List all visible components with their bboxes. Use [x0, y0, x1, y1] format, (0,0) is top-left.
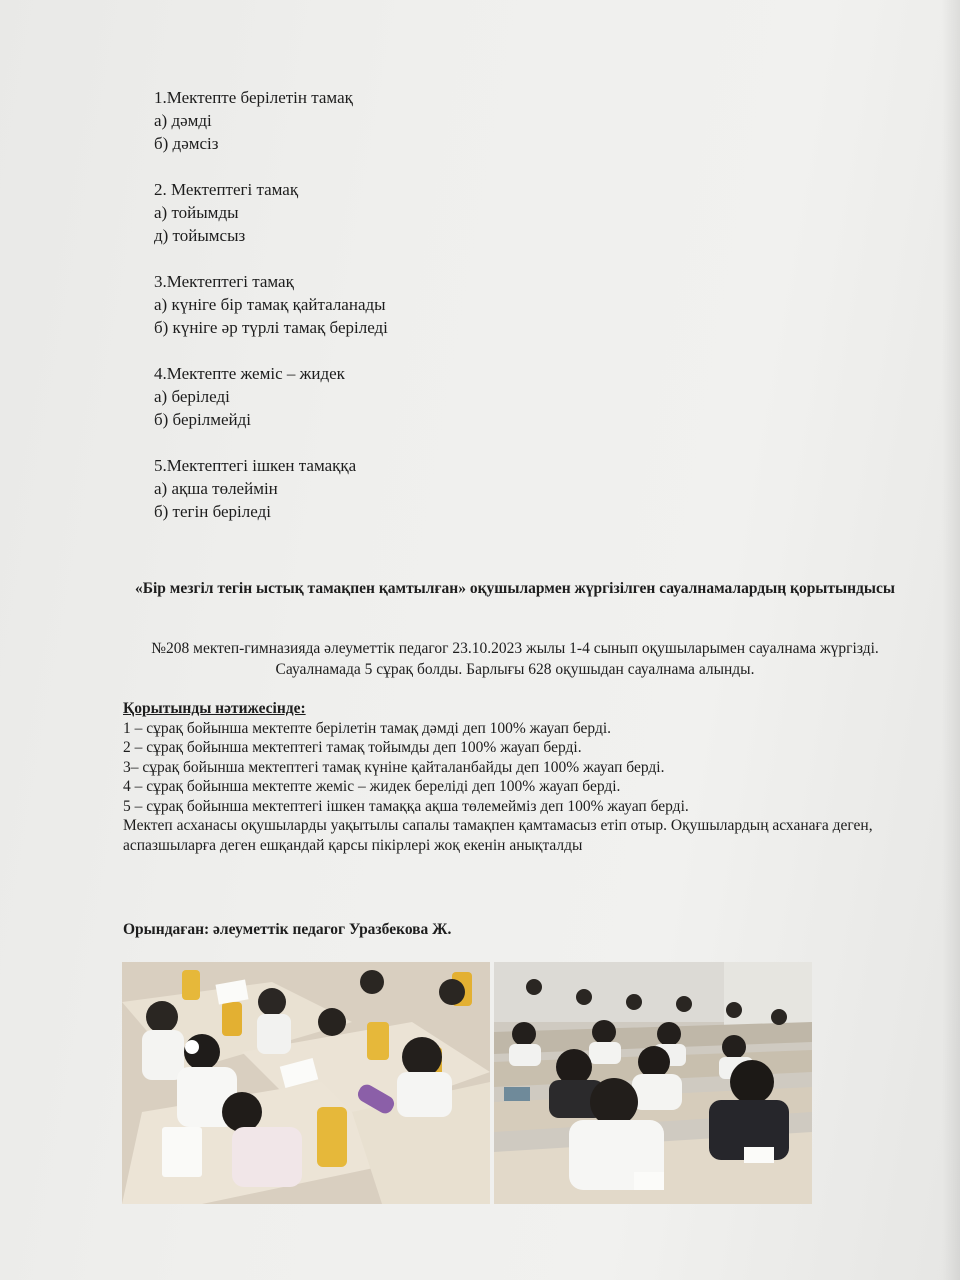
survey-questions	[154, 86, 714, 546]
paper-edge-shadow	[942, 0, 960, 1280]
result-line: 2 – сұрақ бойынша мектептегі тамақ тойымды деп 100% жауап берді.	[123, 739, 582, 756]
results-section	[123, 699, 923, 855]
question-text: 5.Мектептегі ішкен тамаққа	[154, 456, 357, 475]
question-option: а) тойымды	[154, 203, 239, 222]
question-text: 3.Мектептегі тамақ	[154, 272, 294, 291]
question-text: 2. Мектептегі тамақ	[154, 180, 299, 199]
question-2	[154, 178, 714, 247]
question-5	[154, 454, 714, 523]
question-text: 4.Мектепте жеміс – жидек	[154, 364, 345, 383]
question-option: а) ақша төлеймін	[154, 479, 278, 498]
question-text: 1.Мектепте берілетін тамақ	[154, 88, 353, 107]
result-line: 5 – сұрақ бойынша мектептегі ішкен тамаққа ақша төлемейміз деп 100% жауап берді.	[123, 797, 689, 815]
report-intro: №208 мектеп-гимназияда әлеуметтік педагог 23.10.2023 жылы 1-4 сынып оқушыларымен сауалнама жүргізді. Сауалнамада 5 сұрақ болды. Барлығы 628 оқушыдан сауалнама алынды.	[151, 640, 879, 678]
classroom-photo-2	[494, 962, 812, 1204]
signature: Орындаған: әлеуметтік педагог Уразбекова Ж.	[123, 921, 452, 938]
question-1	[154, 86, 714, 155]
classroom-photo-1	[122, 962, 490, 1204]
question-option: а) дәмді	[154, 111, 212, 130]
conclusion-text: Мектеп асханасы оқушыларды уақытылы сапалы тамақпен қамтамасыз етіп отыр. Оқушылардың асханаға деген, аспазшыларға деген ешқандай қарсы пікірлері жоқ екенін анықталды	[123, 817, 873, 854]
report-title: «Бір мезгіл тегін ыстық тамақпен қамтылған» оқушылармен жүргізілген сауалнамалардың қорытындысы	[135, 580, 895, 597]
question-option: б) тегін беріледі	[154, 502, 271, 521]
result-line: 4 – сұрақ бойынша мектепте жеміс – жидек береліді деп 100% жауап берді.	[123, 778, 621, 795]
question-option: а) беріледі	[154, 387, 230, 406]
question-option: б) күніге әр түрлі тамақ беріледі	[154, 318, 388, 337]
results-heading: Қорытынды нәтижесінде:	[123, 700, 306, 717]
question-option: б) дәмсіз	[154, 134, 219, 153]
question-option: б) берілмейді	[154, 410, 252, 429]
question-option: а) күніге бір тамақ қайталанады	[154, 295, 386, 314]
question-4	[154, 362, 714, 431]
result-line: 1 – сұрақ бойынша мектепте берілетін тамақ дәмді деп 100% жауап берді.	[123, 719, 612, 737]
question-option: д) тойымсыз	[154, 226, 246, 245]
question-3	[154, 270, 714, 339]
result-line: 3– сұрақ бойынша мектептегі тамақ күніне қайталанбайды деп 100% жауап берді.	[123, 758, 665, 776]
